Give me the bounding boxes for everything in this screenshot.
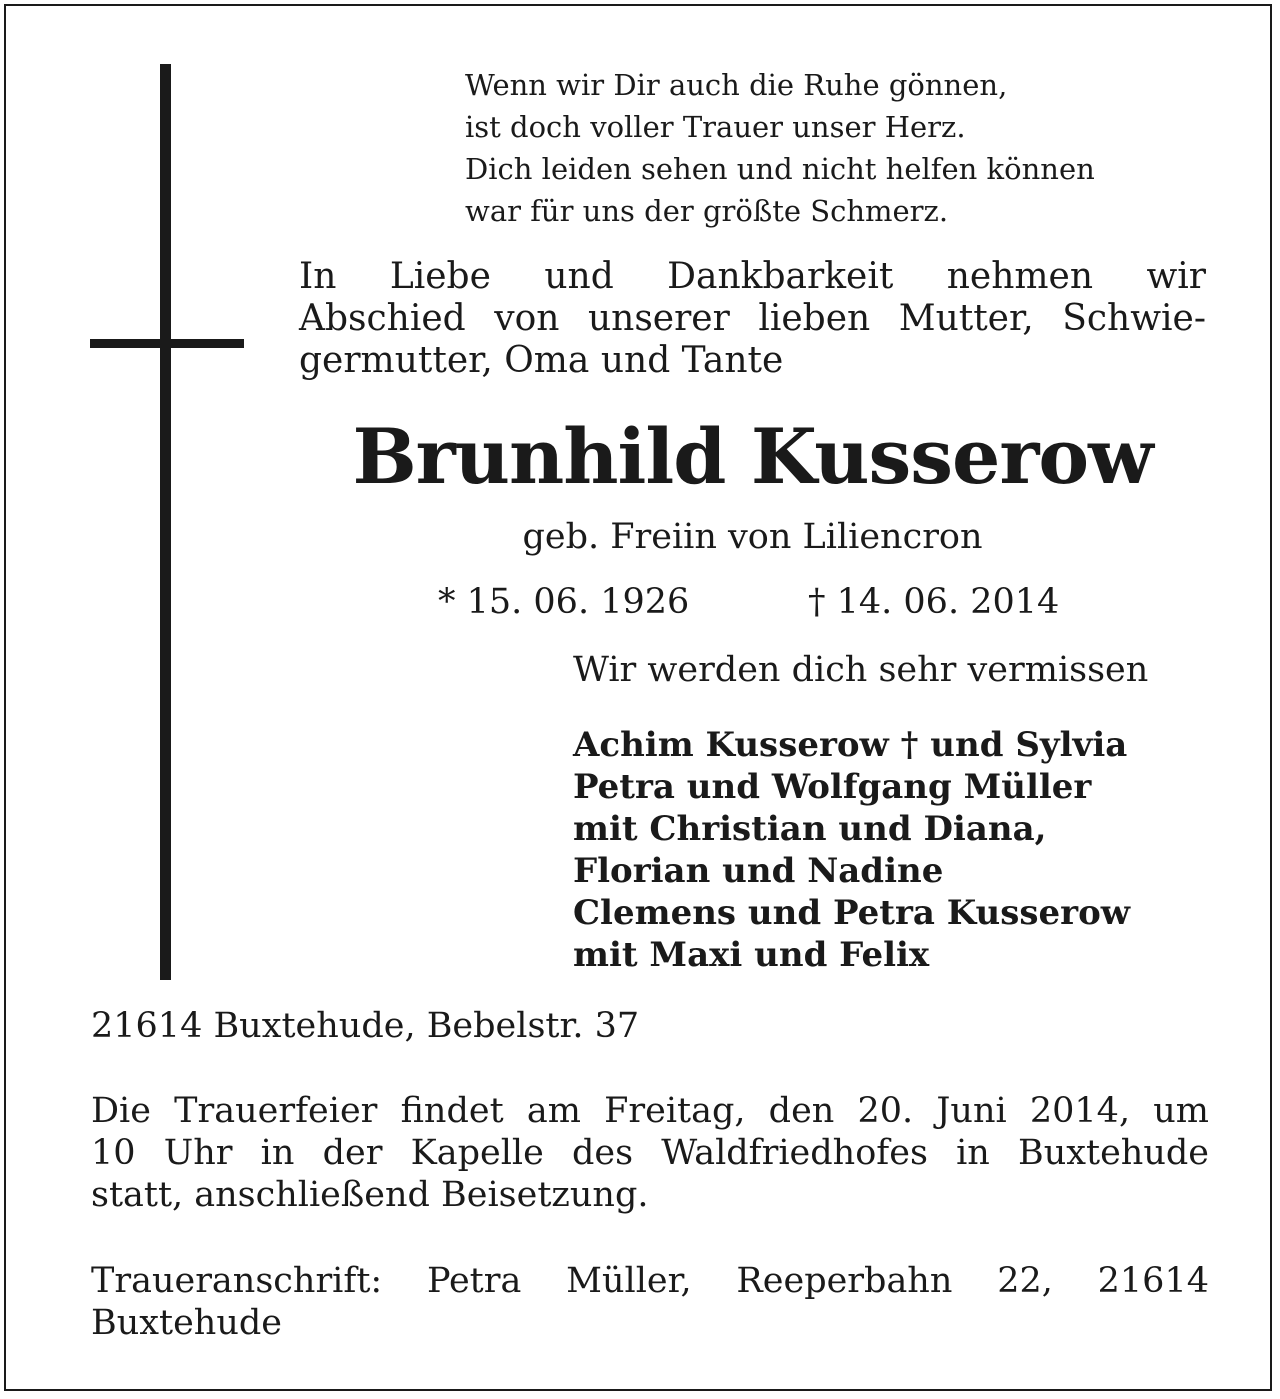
mourning-address xyxy=(91,1260,1209,1344)
family-list xyxy=(573,724,1213,976)
poem-line: Dich leiden sehen und nicht helfen können xyxy=(465,152,1095,186)
poem xyxy=(465,64,1225,232)
farewell-line: Wir werden dich sehr vermissen xyxy=(573,650,1149,690)
cross-icon xyxy=(160,64,171,980)
intro-text xyxy=(299,256,1206,382)
poem-line: ist doch voller Trauer unser Herz. xyxy=(465,110,966,144)
poem-line: war für uns der größte Schmerz. xyxy=(465,194,949,228)
family-line: mit Christian und Diana, xyxy=(573,809,1047,849)
family-line: Clemens und Petra Kusserow xyxy=(573,893,1131,933)
service-line: statt, anschließend Beisetzung. xyxy=(91,1175,649,1215)
intro-line: In Liebe und Dankbarkeit nehmen wir xyxy=(299,256,1206,297)
death-date: † 14. 06. 2014 xyxy=(808,582,1060,622)
family-line: mit Maxi und Felix xyxy=(573,935,930,975)
family-line: Petra und Wolfgang Müller xyxy=(573,767,1092,807)
intro-line: germutter, Oma und Tante xyxy=(299,340,784,381)
family-line: Achim Kusserow † und Sylvia xyxy=(573,725,1128,765)
birth-name: geb. Freiin von Liliencron xyxy=(522,517,983,557)
funeral-service-info xyxy=(91,1090,1209,1216)
obituary-notice xyxy=(4,4,1272,1391)
birth-date: * 15. 06. 1926 xyxy=(438,582,690,622)
poem-line: Wenn wir Dir auch die Ruhe gönnen, xyxy=(465,68,1008,102)
mourning-address-line: Traueranschrift: Petra Müller, Reeperbahn 22, 21614 xyxy=(91,1261,1209,1301)
family-line: Florian und Nadine xyxy=(573,851,944,891)
cross-icon-beam xyxy=(90,339,244,348)
intro-line: Abschied von unserer lieben Mutter, Schwie- xyxy=(299,298,1206,339)
deceased-name: Brunhild Kusserow xyxy=(352,412,1153,501)
service-line: 10 Uhr in der Kapelle des Waldfriedhofes in Buxtehude xyxy=(91,1133,1209,1173)
home-address: 21614 Buxtehude, Bebelstr. 37 xyxy=(91,1006,640,1046)
mourning-address-line: Buxtehude xyxy=(91,1303,282,1343)
service-line: Die Trauerfeier findet am Freitag, den 20. Juni 2014, um xyxy=(91,1091,1209,1131)
